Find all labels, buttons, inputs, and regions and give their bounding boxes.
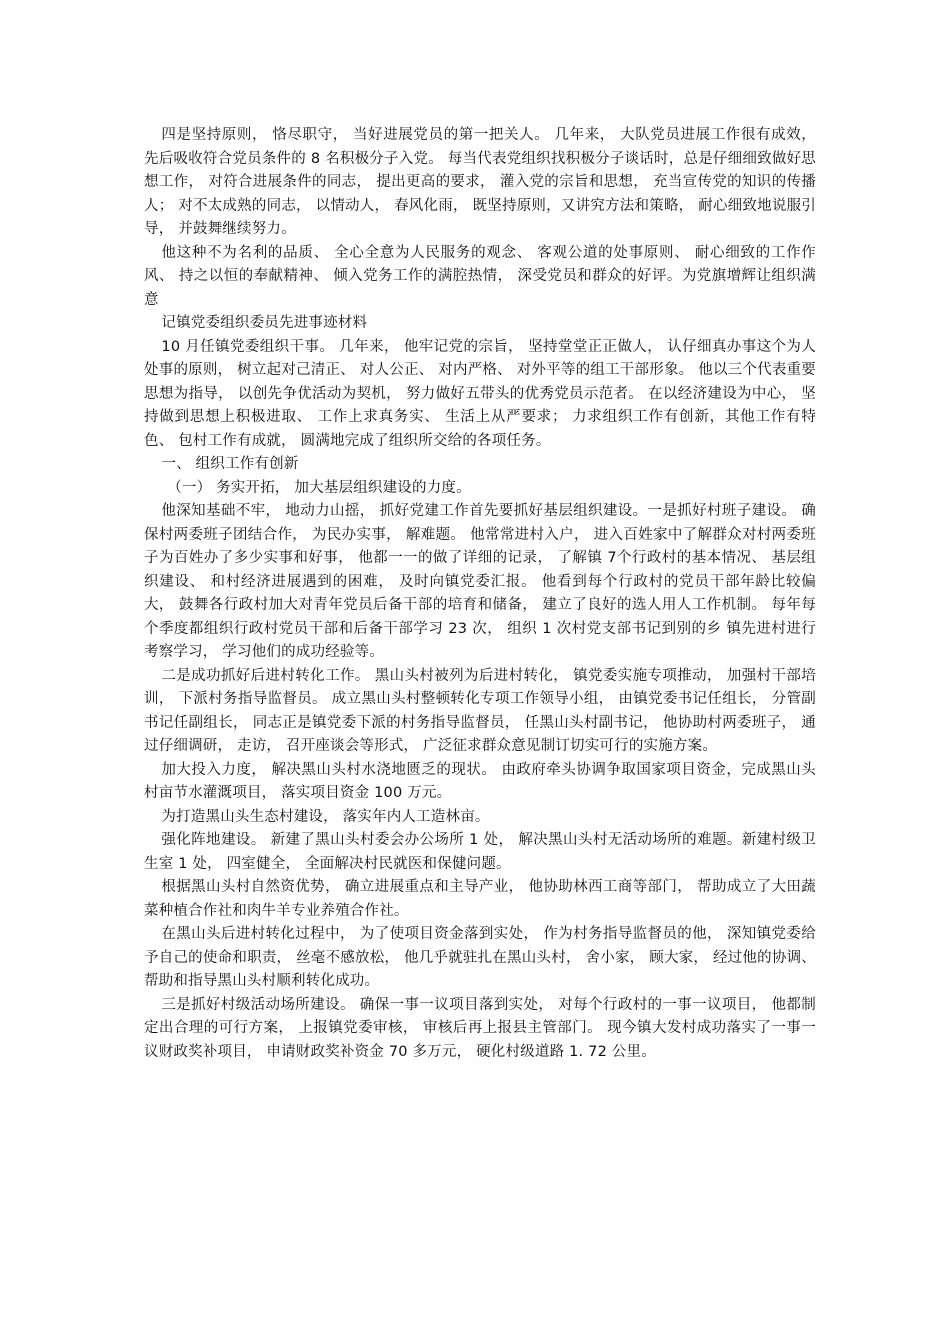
section-heading: 一、 组织工作有创新 [161,456,299,472]
paragraph: 在黑山头后进村转化过程中， 为了使项目资金落到实处， 作为村务指导监督员的他， 深知镇党委给予自己的使命和职责， 丝毫不感放松， 他几乎就驻扎在黑山头村， 舍小家， 顾大家， 经过他的协调、 帮助和指导黑山头村顺利转化成功。 [144,926,816,989]
document-body [144,124,816,1064]
paragraph: 二是成功抓好后进村转化工作。 黑山头村被列为后进村转化， 镇党委实施专项推动， 加强村干部培训， 下派村务指导监督员。 成立黑山头村整顿转化专项工作领导小组， 由镇党委书记任组长， 分管副书记任副组长， 同志正是镇党委下派的村务指导监督员， 任黑山头村副书记， 他协助村两委班子， 通过仔细调研， 走访， 召开座谈会等形式， 广泛征求群众意见制订切实可行的实施方案。 [144,667,816,754]
paragraph: 加大投入力度， 解决黑山头村水浇地匮乏的现状。 由政府牵头协调争取国家项目资金，完成黑山头村亩节水灌溉项目， 落实项目资金 100 万元。 [144,761,816,801]
paragraph: 为打造黑山头生态村建设， 落实年内人工造林亩。 [161,808,490,825]
sub-heading: （一） 务实开拓， 加大基层组织建设的力度。 [167,479,471,496]
paragraph: 四是坚持原则， 恪尽职守， 当好进展党员的第一把关人。 几年来， 大队党员进展工作很有成效， 先后吸收符合党员条件的 8 名积极分子入党。 每当代表党组织找积极分子谈话时，总是仔细细致做好思想工作， 对符合进展条件的同志， 提出更高的要求， 灌入党的宗旨和思想， 充当宣传党的知识的传播人； 对不太成熟的同志， 以情动人， 春风化雨， 既坚持原则，又讲究方法和策略， 耐心细致地说服引导， 并鼓舞继续努力。 [144,127,816,237]
paragraph: 强化阵地建设。 新建了黑山头村委会办公场所 1 处， 解决黑山头村无活动场所的难题。新建村级卫生室 1 处， 四室健全， 全面解决村民就医和保健问题。 [144,832,816,872]
paragraph: 他这种不为名利的品质、 全心全意为人民服务的观念、 客观公道的处事原则、 耐心细致的工作作风、 持之以恒的奉献精神、 倾入党务工作的满腔热情， 深受党员和群众的好评。为党旗增辉让组织满意 [144,244,816,308]
paragraph: 10 月任镇党委组织干事。 几年来， 他牢记党的宗旨， 坚持堂堂正正做人， 认仔细真办事这个为人处事的原则， 树立起对己清正、 对人公正、 对内严格、 对外平等的组工干部形象。 他以三个代表重要思想为指导， 以创先争优活动为契机， 努力做好五带头的优秀党员示范者。 在以经济建设为中心， 坚持做到思想上积极进取、 工作上求真务实、 生活上从严要求； 力求组织工作有创新，其他工作有特色、 包村工作有成就， 圆满地完成了组织所交给的各项任务。 [144,338,816,449]
paragraph: 根据黑山头村自然资优势， 确立进展重点和主导产业， 他协助林西工商等部门， 帮助成立了大田蔬菜种植合作社和肉牛羊专业养殖合作社。 [144,879,816,919]
paragraph: 三是抓好村级活动场所建设。 确保一事一议项目落到实处， 对每个行政村的一事一议项目， 他都制定出合理的可行方案， 上报镇党委审核， 审核后再上报县主管部门。 现今镇大发村成功落实了一事一议财政奖补项目， 申请财政奖补资金 70 多万元， 硬化村级道路 1. 72 公里。 [144,996,816,1060]
paragraph: 他深知基础不牢， 地动力山摇， 抓好党建工作首先要抓好基层组织建设。一是抓好村班子建设。 确保村两委班子团结合作， 为民办实事， 解难题。 他常常进村入户， 进入百姓家中了解群众对村两委班子为百姓办了多少实事和好事， 他都一一的做了详细的记录， 了解镇 7个行政村的基本情况、 基层组织建设、 和村经济进展遇到的困难， 及时向镇党委汇报。 他看到每个行政村的党员干部年龄比较偏大， 鼓舞各行政村加大对青年党员后备干部的培育和储备， 建立了良好的选人用人工作机制。 每年每个季度都组织行政村党员干部和后备干部学习 23 次， 组织 1 次村党支部书记到别的乡 镇先进村进行考察学习， 学习他们的成功经验等。 [144,503,816,660]
section-title: 记镇党委组织委员先进事迹材料 [161,315,368,331]
